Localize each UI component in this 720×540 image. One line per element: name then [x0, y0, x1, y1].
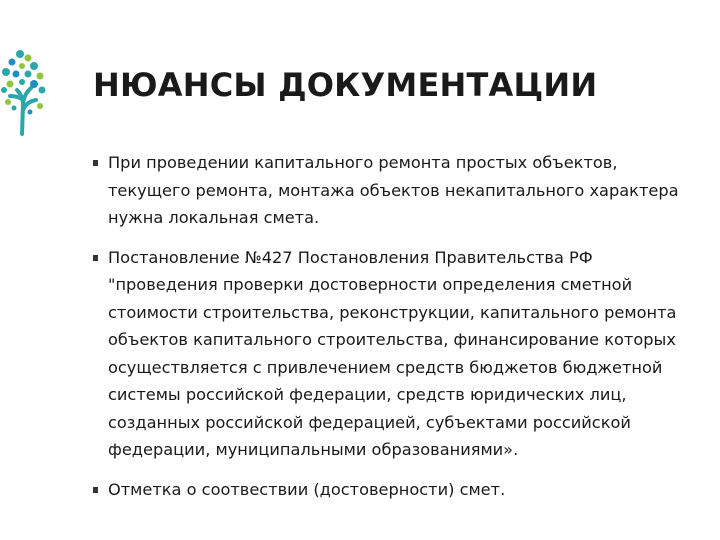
bullet-item: [93, 244, 693, 464]
bullet-text: Отметка о соотвествии (достоверности) смет.: [108, 479, 506, 499]
bullet-text: При проведении капитального ремонта простых объектов, текущего ремонта, монтажа объектов некапитального характера нужна локальная смета.: [108, 153, 679, 227]
bullet-item: [93, 149, 693, 232]
bullet-marker: [93, 487, 98, 493]
bullet-text: Постановление №427 Постановления Правительства РФ "проведения проверки достоверности определения сметной стоимости строительства, реконструкции, капитального ремонта объектов капитального строительства, финансирование которых осуществляется с привлечением средств бюджетов бюджетной системы российской федерации, средств юридических лиц, созданных российской федерацией, субъектами российской федерации, муниципальными образованиями».: [108, 247, 677, 459]
bullet-list: [93, 149, 693, 503]
slide-title: НЮАНСЫ ДОКУМЕНТАЦИИ: [93, 66, 598, 104]
bullet-marker: [93, 160, 98, 166]
bullet-item: [93, 476, 693, 504]
tree-icon: [0, 44, 48, 136]
bullet-marker: [93, 255, 98, 261]
